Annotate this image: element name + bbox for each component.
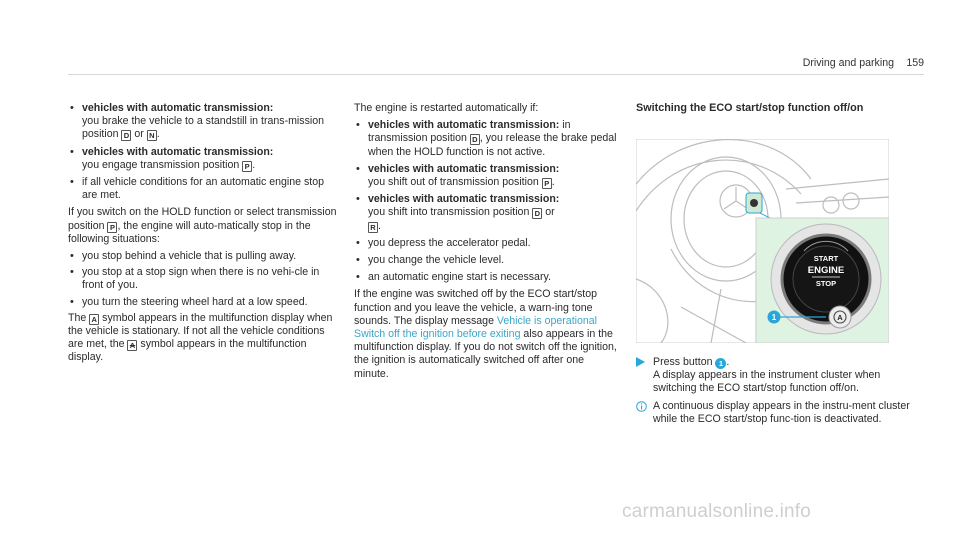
text: If you switch on the HOLD function or select transmission position: [68, 206, 337, 232]
eco-symbol: A: [837, 313, 843, 322]
paragraph: The engine is restarted automatically if:: [354, 102, 539, 114]
text: you shift into transmission position: [368, 206, 533, 219]
button-label-engine: ENGINE: [807, 265, 845, 276]
text: symbol appears in the multifunction display.: [68, 338, 307, 364]
text: you shift out of transmission position: [368, 176, 542, 189]
button-label-start: START: [813, 254, 839, 263]
section-title: Driving and parking: [802, 57, 894, 69]
gear-r-icon: R: [368, 222, 378, 233]
display-message: Vehicle is operational Switch off the ignition before exiting: [354, 314, 598, 341]
gear-d-icon: D: [532, 208, 542, 219]
list-item: • you turn the steering wheel hard at a low speed.: [68, 296, 340, 309]
gear-p-icon: P: [242, 161, 252, 172]
text: .: [252, 158, 256, 171]
text: you brake the vehicle to a standstill in trans-mission position: [82, 115, 325, 141]
list-item: [354, 119, 620, 159]
paragraph: [68, 312, 340, 365]
button-number-badge: 1: [715, 358, 726, 369]
button-label-stop: STOP: [815, 279, 837, 288]
instruction-step: [636, 356, 924, 426]
bullet-lead: vehicles with automatic transmission:: [368, 193, 560, 206]
bullet-lead: vehicles with automatic transmission:: [368, 119, 560, 132]
text: or: [542, 206, 555, 219]
header-divider: [68, 74, 924, 75]
column-left: [68, 102, 340, 369]
text: also appears in the multifunction display. If you do not switch off the ignition, the ignition is automatically switched off after one minute.: [354, 328, 617, 380]
list-item: • you change the vehicle level.: [354, 254, 620, 267]
gear-p-icon: P: [542, 178, 552, 189]
list-item: [68, 102, 340, 142]
text: .: [156, 128, 160, 141]
list-item: • you stop behind a vehicle that is pulling away.: [68, 250, 340, 263]
list-item: • you depress the accelerator pedal.: [354, 237, 620, 250]
text: , you release the brake pedal when the HOLD function is not active.: [368, 132, 617, 158]
gear-n-icon: N: [147, 130, 157, 141]
info-icon: [636, 401, 647, 412]
text: The: [68, 311, 90, 324]
watermark: carmanualsonline.info: [622, 501, 812, 522]
text: .: [726, 356, 730, 368]
text: .: [551, 176, 555, 189]
text: If the engine was switched off by the ECO start/stop function and you leave the vehicle, a warn-ing tone sounds. The display message: [354, 288, 597, 327]
eco-stop-inactive-icon: A: [127, 340, 137, 351]
list-item: [354, 163, 620, 189]
column-middle: [354, 102, 620, 385]
bullet-lead: vehicles with automatic transmission:: [368, 162, 560, 175]
gear-p-icon: P: [107, 222, 117, 233]
page-header: [760, 57, 924, 71]
bullet-lead: vehicles with automatic transmission:: [82, 102, 274, 114]
paragraph: [354, 288, 620, 380]
note-text: A continuous display appears in the instru-ment cluster while the ECO start/stop func-tion is deactivated.: [653, 399, 910, 425]
eco-stop-active-icon: A: [89, 314, 99, 325]
paragraph: [68, 206, 340, 246]
gear-d-icon: D: [470, 134, 480, 145]
text: .: [378, 219, 381, 232]
text: you engage transmission position: [82, 158, 243, 171]
section-heading: Switching the ECO start/stop function off/on: [636, 102, 864, 114]
step-arrow-icon: [636, 357, 645, 367]
eco-button-illustration: [636, 139, 889, 343]
bullet-lead: vehicles with automatic transmission:: [82, 145, 274, 158]
callout-number: 1: [771, 313, 777, 322]
situations-list: [68, 250, 340, 309]
stop-conditions-list: [68, 102, 340, 202]
list-item: [354, 193, 620, 233]
text: , the engine will auto-matically stop in the following situations:: [68, 219, 311, 245]
text: symbol appears in the multifunction display when the vehicle is stationary. If not all the vehicle conditions are met, the: [68, 311, 333, 351]
step-text: [653, 356, 924, 396]
list-item: • you stop at a stop sign when there is no vehi-cle in front of you.: [68, 266, 340, 292]
page-number: 159: [906, 57, 924, 69]
list-item: [68, 146, 340, 172]
list-item: [68, 176, 340, 202]
text: Press button: [653, 356, 716, 368]
column-right: [636, 102, 924, 115]
info-note: [636, 400, 924, 426]
text: A display appears in the instrument cluster when switching the ECO start/stop function off/on.: [653, 369, 881, 395]
gear-d-icon: D: [121, 130, 131, 141]
restart-conditions-list: [354, 119, 620, 284]
text: if all vehicle conditions for an automatic engine stop are met.: [82, 176, 325, 202]
text: or: [131, 128, 147, 141]
text: in transmission position: [368, 119, 571, 145]
list-item: • an automatic engine start is necessary.: [354, 271, 620, 284]
